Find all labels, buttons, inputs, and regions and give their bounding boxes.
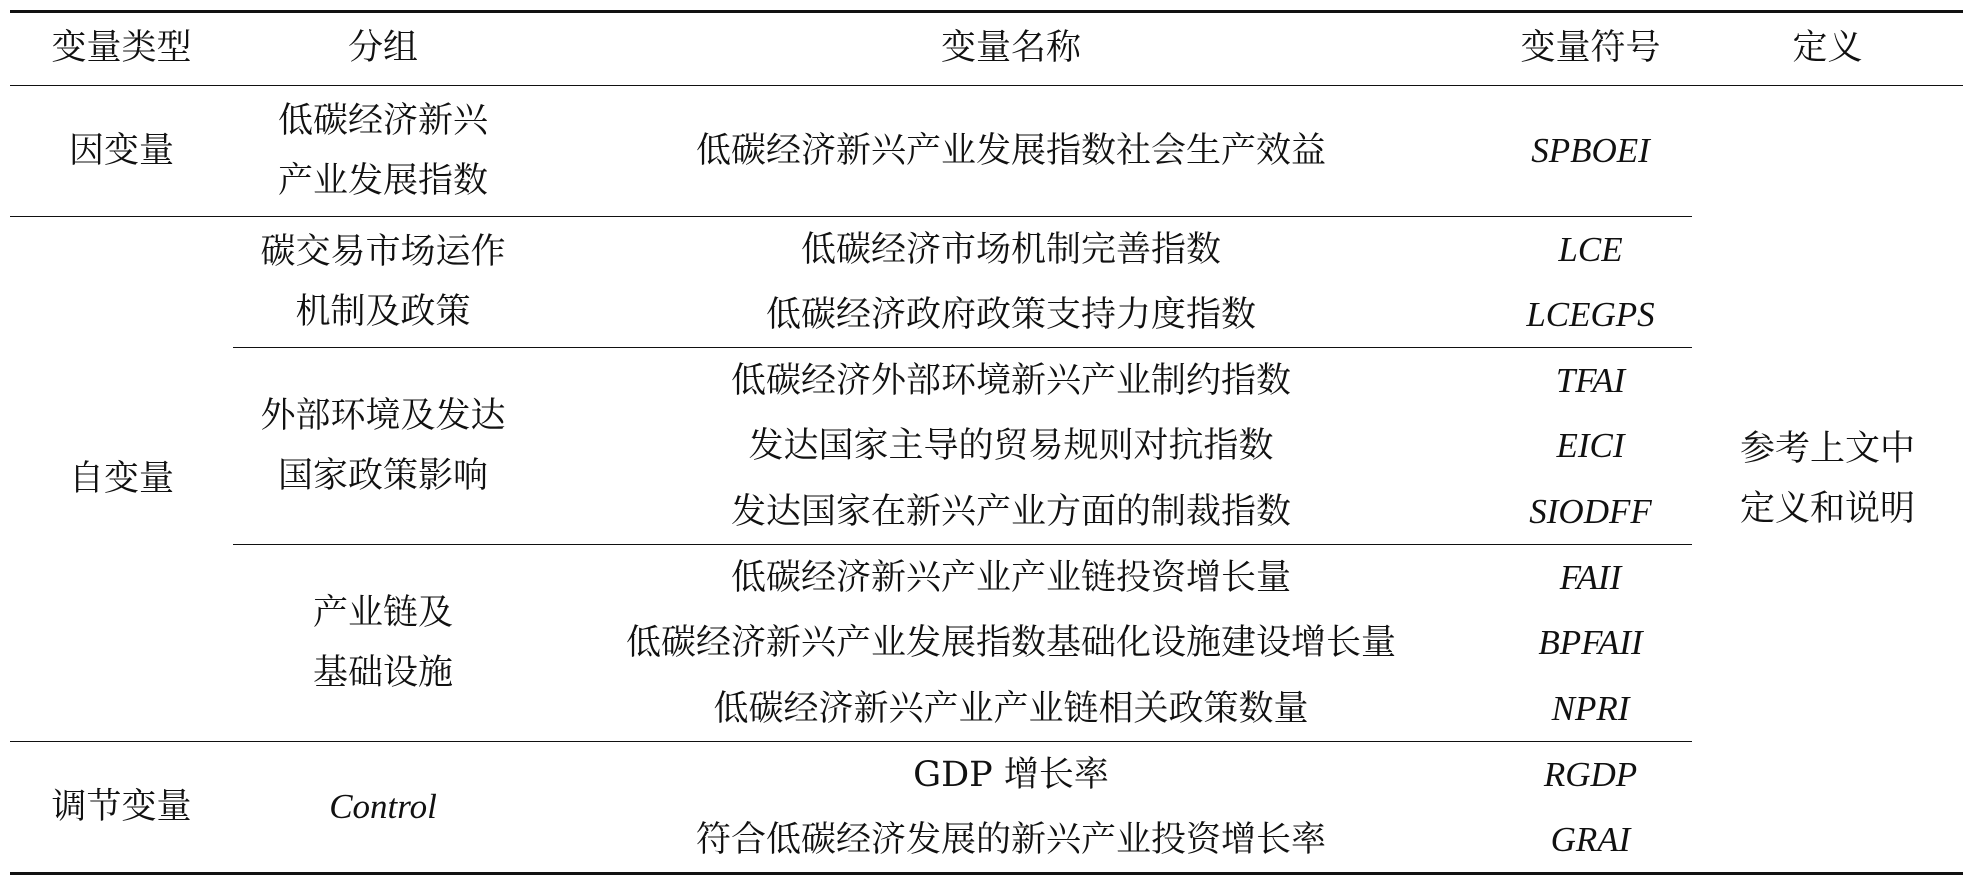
definition-line1: 参考上文中	[1739, 429, 1915, 469]
group-line1: 产业链及	[312, 593, 453, 633]
group-line2: 基础设施	[312, 653, 453, 693]
variable-symbol: SPBOEI	[1531, 131, 1650, 170]
variable-symbol: GRAI	[1550, 819, 1631, 859]
variable-name: 发达国家主导的贸易规则对抗指数	[748, 426, 1274, 466]
variable-name: 发达国家在新兴产业方面的制裁指数	[730, 491, 1291, 532]
dependent-variable-type: 因变量	[68, 131, 174, 171]
group-line1: 碳交易市场运作	[260, 232, 506, 272]
variable-name: GDP 增长率	[913, 754, 1109, 795]
moderator-variable-type: 调节变量	[51, 787, 192, 827]
header-variable-name: 变量名称	[940, 28, 1081, 68]
header-variable-symbol: 变量符号	[1520, 28, 1661, 68]
dependent-group-line1: 低碳经济新兴	[277, 101, 488, 141]
variable-symbol: LCE	[1558, 229, 1623, 269]
variable-name: 低碳经济新兴产业产业链投资增长量	[730, 557, 1291, 598]
variable-definition-table	[10, 10, 1963, 875]
variable-name: 低碳经济新兴产业产业链相关政策数量	[713, 688, 1309, 729]
independent-group-3	[233, 545, 533, 741]
variable-name: 低碳经济市场机制完善指数	[800, 229, 1221, 270]
variable-name: 低碳经济新兴产业发展指数基础化设施建设增长量	[625, 623, 1396, 663]
variable-symbol: LCEGPS	[1526, 294, 1655, 334]
variable-name: 低碳经济政府政策支持力度指数	[765, 294, 1256, 335]
dependent-group	[233, 86, 533, 216]
variable-symbol: SIODFF	[1529, 491, 1652, 531]
variable-symbol: NPRI	[1551, 688, 1630, 728]
independent-variable-type: 自变量	[68, 459, 174, 499]
definition-line2: 定义和说明	[1739, 489, 1915, 529]
group-line2: 国家政策影响	[277, 456, 488, 496]
independent-group-2	[233, 348, 533, 544]
variable-symbol: RGDP	[1543, 754, 1638, 794]
variable-name: 符合低碳经济发展的新兴产业投资增长率	[695, 819, 1326, 860]
group-line2: 机制及政策	[295, 292, 471, 332]
group-line1: 外部环境及发达	[260, 396, 506, 436]
variable-name: 低碳经济新兴产业发展指数社会生产效益	[695, 131, 1326, 171]
variable-symbol: BPFAII	[1538, 623, 1643, 662]
header-definition: 定义	[1792, 28, 1863, 68]
independent-group-1	[233, 217, 533, 347]
bottom-rule	[10, 872, 1963, 875]
variable-symbol: FAII	[1559, 557, 1622, 597]
variable-name: 低碳经济外部环境新兴产业制约指数	[730, 360, 1291, 401]
header-variable-type: 变量类型	[51, 28, 192, 68]
variable-symbol: EICI	[1556, 426, 1625, 465]
moderator-group: Control	[329, 787, 437, 826]
variable-symbol: TFAI	[1555, 360, 1626, 400]
definition-merged-cell	[1692, 86, 1963, 872]
dependent-group-line2: 产业发展指数	[277, 161, 488, 201]
header-group: 分组	[347, 28, 418, 68]
